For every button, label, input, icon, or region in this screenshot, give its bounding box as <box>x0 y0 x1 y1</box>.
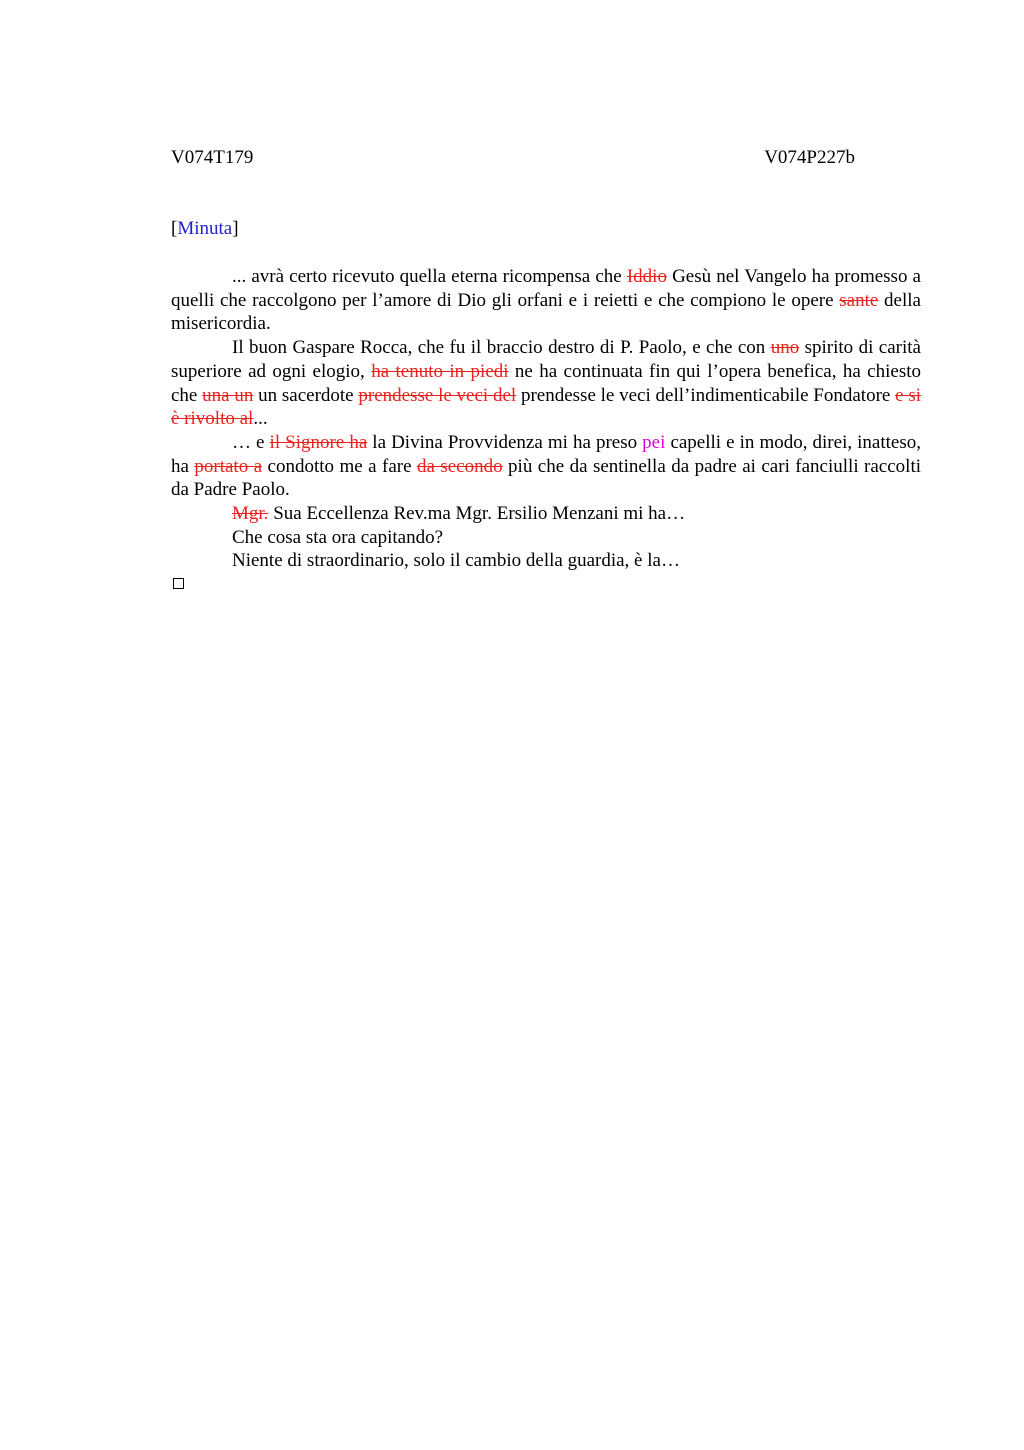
bracket-open: [ <box>171 218 178 239</box>
text-run: … e <box>232 431 270 453</box>
text-run: Gesù nel Vangelo ha promesso a quelli che raccolgono per l’amore di Dio gli orfani e i reietti e che compiono le opere <box>171 266 921 311</box>
paragraph-5 <box>171 526 921 550</box>
text-run: ne ha continuata fin qui l’opera benefica, ha chiesto che <box>171 360 921 406</box>
document-code-left: V074T179 <box>171 147 254 168</box>
text-run: prendesse le veci dell’indimenticabile Fondatore <box>516 384 896 406</box>
text-run: ... <box>253 408 268 430</box>
section-label <box>171 217 239 241</box>
highlighted-text: pei <box>642 431 666 453</box>
deleted-text: uno <box>770 337 800 359</box>
text-run: la Divina Provvidenza mi ha preso <box>367 431 643 453</box>
text-run: della misericordia. <box>171 289 921 335</box>
deleted-text: portato a <box>194 455 263 477</box>
deleted-text: il Signore ha <box>269 431 368 453</box>
document-body <box>171 265 921 573</box>
section-label-text: Minuta <box>177 218 233 239</box>
text-run: Sua Eccellenza Rev.ma Mgr. Ersilio Menzani mi ha… <box>268 503 686 525</box>
text-run: più che da sentinella da padre ai cari fanciulli raccolti da Padre Paolo. <box>171 455 922 501</box>
deleted-text: da secondo <box>416 455 503 477</box>
deleted-text: Mgr. <box>232 503 269 525</box>
checkbox-square-icon <box>173 578 184 589</box>
text-run: condotto me a fare <box>262 455 417 477</box>
deleted-text: prendesse le veci del <box>358 384 517 406</box>
document-header <box>171 146 855 170</box>
document-code-right: V074P227b <box>764 147 855 168</box>
deleted-text: ha tenuto in piedi <box>371 360 509 382</box>
deleted-text: e si è rivolto al <box>171 384 922 430</box>
text-run: Il buon Gaspare Rocca, che fu il braccio destro di P. Paolo, e che con <box>232 337 771 359</box>
bracket-close: ] <box>232 218 239 239</box>
text-run: capelli e in modo, direi, inatteso, ha <box>171 431 921 477</box>
paragraph-1 <box>171 265 921 336</box>
deleted-text: Iddio <box>626 266 667 287</box>
text-run: ... avrà certo ricevuto quella eterna ricompensa che <box>232 266 627 287</box>
paragraph-2 <box>171 336 921 431</box>
text-run: spirito di carità superiore ad ogni elogio, <box>171 337 921 382</box>
paragraph-3 <box>171 431 921 502</box>
paragraph-6 <box>171 549 921 573</box>
deleted-text: sante <box>839 289 879 311</box>
deleted-text: una un <box>202 384 254 406</box>
text-run: Che cosa sta ora capitando? <box>232 526 444 548</box>
text-run: un sacerdote <box>253 384 359 406</box>
text-run: Niente di straordinario, solo il cambio della guardia, è la… <box>232 550 680 572</box>
paragraph-4 <box>171 502 921 526</box>
